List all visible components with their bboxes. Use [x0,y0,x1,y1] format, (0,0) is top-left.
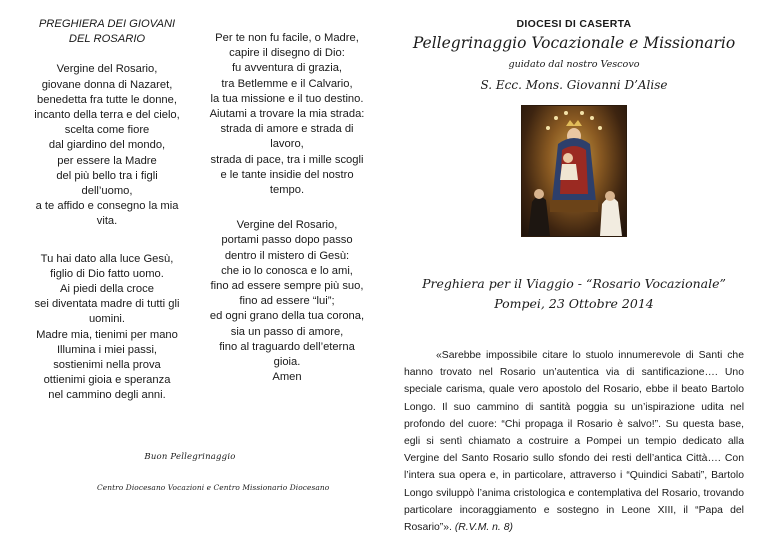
poem-line: ed ogni grano della tua corona, [209,310,365,323]
poem-line: tra Betlemme e il Calvario, [221,77,353,90]
quote-reference: (R.V.M. n. 8) [454,522,513,534]
poem-line: a te affido e consegno la mia [35,200,179,213]
middle-poem-column [208,31,366,385]
left-stanza-2 [22,252,192,404]
pilgrimage-title: Pellegrinaggio Vocazionale e Missionario [412,34,736,52]
poem-line: lavoro, [270,138,304,151]
poem-line: sei diventata madre di tutti gli [34,298,180,311]
poem-line: benedetta fra tutte le donne, [37,93,177,106]
poem-line: Tu hai dato alla luce Gesù, [40,252,174,265]
middle-stanza-1 [208,31,366,198]
poem-line: Madre mia, tienimi per mano [36,328,178,341]
left-poem-column [22,0,192,404]
poem-line: figlio di Dio fatto uomo. [50,267,164,280]
poem-line: tempo. [269,184,305,197]
poem-title [22,17,192,47]
poem-line: giovane donna di Nazaret, [41,78,173,91]
poem-line: fu avventura di grazia, [231,62,343,75]
poem-line: fino ad essere “lui”; [239,295,335,308]
rvm-quote [404,347,744,536]
diocese-heading: DIOCESI DI CASERTA [516,18,632,30]
poem-line: scelta come fiore [64,124,150,137]
poem-line: Vergine del Rosario, [56,63,158,76]
poem-line: sia un passo di amore, [230,325,344,338]
poem-title-line: PREGHIERA DEI GIOVANI [38,18,176,30]
poem-line: strada di amore e strada di [220,123,354,136]
poem-line: per essere la Madre [57,154,157,167]
poem-line: portami passo dopo passo [221,234,353,247]
poem-line: sostienimi nella prova [53,359,161,372]
quote-text: «Sarebbe impossibile citare lo stuolo innumerevole di Santi che hanno trovato nel Rosario un’autentica via di santificazione…. Uno speciale carisma, quale vero apostolo del Rosario, ebbe il beato Bartolo Longo. Il suo cammino di santità poggia su un’ispirazione udita nel profondo del cuore: “Chi propaga il Rosario è salvo!”. Su questa base, egli si sentì chiamato a costruire a Pompei un tempio dedicato alla Vergine del Santo Rosario sullo sfondo dei resti dell’antica Città…. Con l’intera sua opera e, in particolare, attraverso i “Quindici Sabati”, Bartolo Longo sviluppò l’anima cristologica e contemplativa del Rosario, trovando particolare incoraggiamento e sostegno in Leone XIII, il “Papa del Rosario”». [404,350,744,534]
poem-line: dentro il mistero di Gesù: [224,249,350,262]
poem-line: dal giardino del mondo, [48,139,166,152]
poem-line: Vergine del Rosario, [236,219,338,232]
poem-line: fino al traguardo dell’eterna [219,340,355,353]
poem-line: del più bello tra i figli [56,169,158,182]
guided-by: guidato dal nostro Vescovo [508,59,640,70]
poem-line: dell’uomo, [81,185,133,198]
prayer-title: Preghiera per il Viaggio - “Rosario Vocazionale” [422,276,726,291]
madonna-painting [521,105,627,237]
buon-pellegrinaggio: Buon Pellegrinaggio [144,452,236,462]
left-stanza-1 [22,62,192,229]
poem-line: uomini. [88,313,126,326]
bishop-name: S. Ecc. Mons. Giovanni D’Alise [480,78,668,92]
middle-stanza-2 [208,218,366,385]
poem-line: capire il disegno di Dio: [229,47,345,60]
poem-line: strada di pace, tra i mille scogli [210,153,364,166]
centro-diocesano: Centro Diocesano Vocazioni e Centro Missionario Diocesano [97,483,330,492]
madonna-painting-icon [522,106,626,236]
place-date: Pompei, 23 Ottobre 2014 [494,296,654,311]
poem-title-line: DEL ROSARIO [68,33,146,46]
poem-line: ottienimi gioia e speranza [43,374,171,387]
poem-line: Amen [272,371,302,384]
poem-line: che io lo conosca e lo ami, [221,264,353,277]
poem-line: vita. [96,215,118,228]
poem-line: gioia. [273,356,301,369]
poem-line: Ai piedi della croce [60,283,154,296]
poem-line: incanto della terra e del cielo, [34,109,180,122]
poem-line: Per te non fu facile, o Madre, [215,32,359,44]
poem-line: Aiutami a trovare la mia strada: [209,108,365,121]
poem-line: la tua missione e il tuo destino. [210,92,364,105]
poem-line: e le tante insidie del nostro [220,168,354,181]
poem-line: nel cammino degli anni. [48,389,166,402]
poem-line: Illumina i miei passi, [56,343,158,356]
poem-line: fino ad essere sempre più suo, [210,280,364,293]
